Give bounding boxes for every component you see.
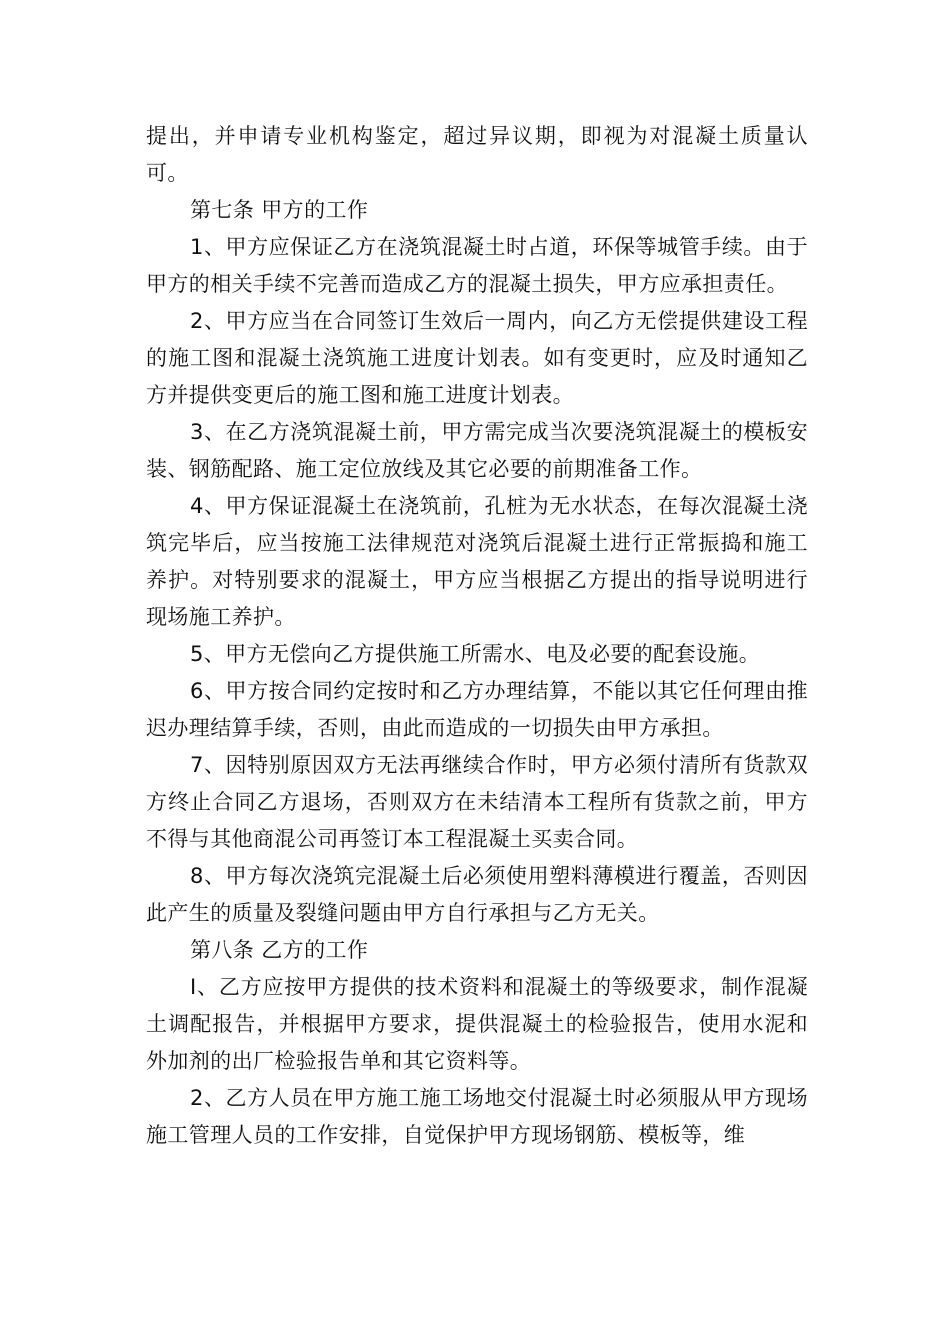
paragraph-continuation: 提出，并申请专业机构鉴定，超过异议期，即视为对混凝土质量认可。 [146,124,808,185]
article-8-clause-1: I、乙方应按甲方提供的技术资料和混凝土的等级要求，制作混凝土调配报告，并根据甲方要求，提供混凝土的检验报告，使用水泥和外加剂的出厂检验报告单和其它资料等。 [146,975,808,1073]
article-7-clause-3: 3、在乙方浇筑混凝土前，甲方需完成当次要浇筑混凝土的模板安装、钢筋配路、施工定位放线及其它必要的前期准备工作。 [146,420,808,481]
article-7-clause-1: 1、甲方应保证乙方在浇筑混凝土时占道，环保等城管手续。由于甲方的相关手续不完善而造成乙方的混凝土损失，甲方应承担责任。 [146,235,808,296]
article-7-clause-7: 7、因特别原因双方无法再继续合作时，甲方必须付清所有货款双方终止合同乙方退场，否则双方在未结清本工程所有货款之前，甲方不得与其他商混公司再签订本工程混凝土买卖合同。 [146,753,808,851]
article-7-clause-2: 2、甲方应当在合同签订生效后一周内，向乙方无偿提供建设工程的施工图和混凝土浇筑施工进度计划表。如有变更时，应及时通知乙方并提供变更后的施工图和施工进度计划表。 [146,309,808,407]
article-7-clause-4: 4、甲方保证混凝土在浇筑前，孔桩为无水状态，在每次混凝土浇筑完毕后，应当按施工法律规范对浇筑后混凝土进行正常振捣和施工养护。对特别要求的混凝土，甲方应当根据乙方提出的指导说明进行现场施工养护。 [146,494,808,629]
document-body [146,118,808,1154]
article-8-heading: 第八条 乙方的工作 [190,938,369,962]
article-7-clause-5: 5、甲方无偿向乙方提供施工所需水、电及必要的配套设施。 [190,642,761,666]
article-7-clause-6: 6、甲方按合同约定按时和乙方办理结算，不能以其它任何理由推迟办理结算手续，否则，由此而造成的一切损失由甲方承担。 [146,679,808,740]
article-7-heading: 第七条 甲方的工作 [190,198,369,222]
article-7-clause-8: 8、甲方每次浇筑完混凝土后必须使用塑料薄模进行覆盖，否则因此产生的质量及裂缝问题由甲方自行承担与乙方无关。 [146,864,808,925]
article-8-clause-2: 2、乙方人员在甲方施工施工场地交付混凝土时必须服从甲方现场施工管理人员的工作安排，自觉保护甲方现场钢筋、模板等，维 [146,1086,808,1147]
